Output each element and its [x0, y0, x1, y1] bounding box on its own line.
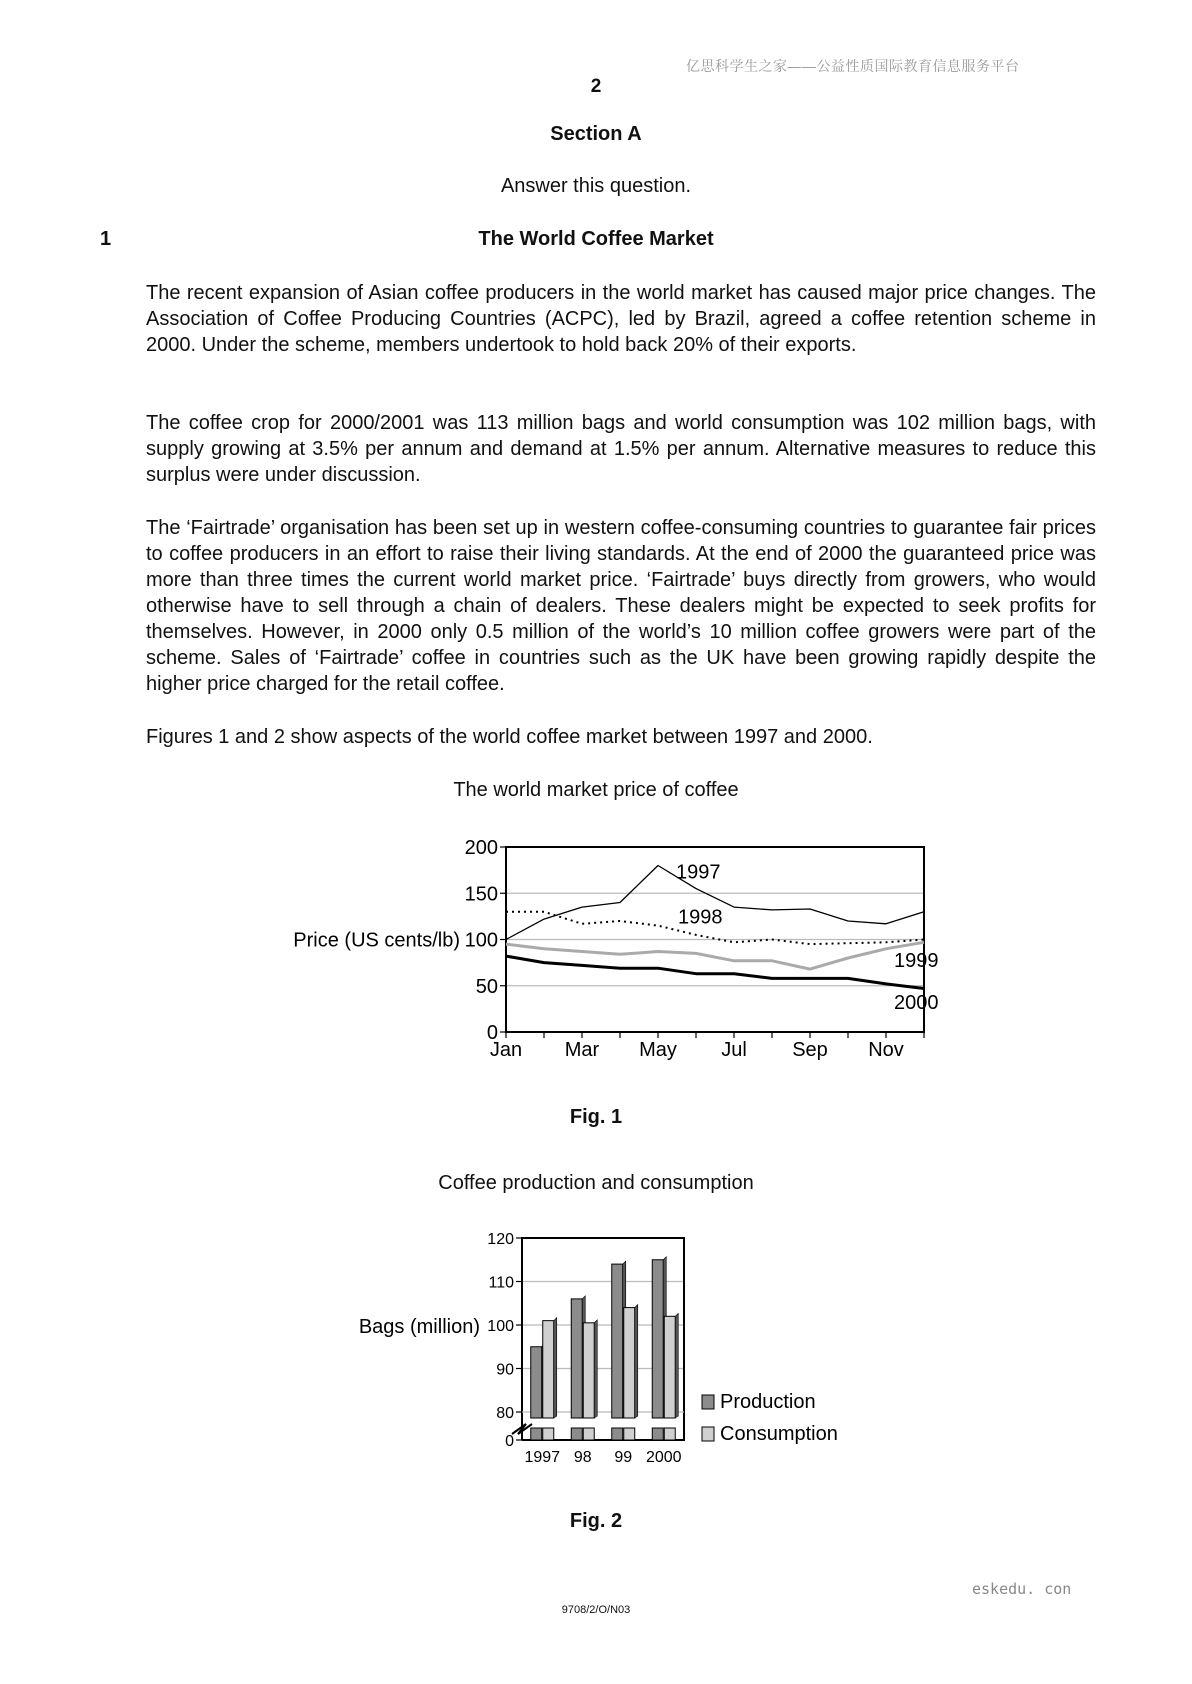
fig2-bar-stub — [664, 1428, 675, 1440]
fig2-chart — [359, 1231, 838, 1466]
fig1-ytick-label: 150 — [464, 883, 498, 906]
fig1-ytick-label: 0 — [486, 1022, 498, 1044]
section-title: Section A — [550, 123, 642, 145]
fig2-bar-consumption — [664, 1316, 675, 1418]
fig2-ytick-label: 120 — [487, 1231, 514, 1248]
fig1-label: Fig. 1 — [569, 1106, 623, 1128]
fig2-xtick-label: 99 — [614, 1449, 633, 1466]
fig1-series-line-2000 — [506, 956, 924, 988]
fig1-chart — [293, 837, 938, 1061]
fig2-legend-swatch-consumption — [702, 1427, 714, 1441]
fig1-series-label-1998: 1998 — [678, 906, 723, 929]
question-title: The World Coffee Market — [478, 228, 714, 250]
fig2-bar-production — [612, 1264, 623, 1418]
fig2-bar-stub — [531, 1428, 542, 1440]
fig2-ytick-label: 100 — [487, 1318, 514, 1335]
page-number: 2 — [590, 76, 602, 97]
fig2-bar-side — [635, 1305, 638, 1418]
fig1-ytick-label: 100 — [464, 929, 498, 952]
paragraph-2: The coffee crop for 2000/2001 was 113 million bags and world consumption was 102 million bags, with supply growing at 3.5% per annum and demand at 1.5% per annum. Alternative measures to reduce this surplus were under discussion. — [146, 412, 1096, 486]
fig2-bar-consumption — [583, 1323, 594, 1418]
instruction-text: Answer this question. — [500, 175, 692, 197]
fig2-legend-label-consumption: Consumption — [720, 1423, 838, 1445]
fig2-xtick-label: 1997 — [524, 1449, 561, 1466]
fig2-xtick-label: 98 — [573, 1449, 592, 1466]
fig1-xtick-label: May — [639, 1039, 677, 1061]
fig2-bar-production — [531, 1347, 542, 1418]
fig2-bar-stub — [571, 1428, 582, 1440]
fig2-ytick-label: 80 — [496, 1405, 514, 1422]
paragraph-3: The ‘Fairtrade’ organisation has been set up in western coffee-consuming countries to guarantee fair prices to coffee producers in an effort to raise their living standards. At the end of 2000 the guaranteed price was more than three times the current world market price. ‘Fairtrade’ buys directly from growers, who would otherwise have to sell through a chain of dealers. These dealers might be expected to seek profits for themselves. However, in 2000 only 0.5 million of the world’s 10 million coffee growers were part of the scheme. Sales of ‘Fairtrade’ coffee in countries such as the UK have been growing rapidly despite the higher price charged for the retail coffee. — [146, 517, 1096, 695]
fig2-bar-side — [594, 1320, 597, 1418]
fig2-title: Coffee production and consumption — [438, 1172, 754, 1194]
fig2-bar-stub — [543, 1428, 554, 1440]
fig1-ytick-label: 200 — [464, 837, 498, 859]
fig2-bar-side — [675, 1313, 678, 1418]
fig2-bar-stub — [624, 1428, 635, 1440]
fig2-bar-consumption — [543, 1321, 554, 1418]
fig2-ylabel: Bags (million) — [358, 1316, 480, 1338]
watermark-text: 亿思科学生之家——公益性质国际教育信息服务平台 — [686, 58, 1020, 74]
fig2-ytick-label: 0 — [505, 1433, 514, 1450]
fig2-bar-stub — [612, 1428, 623, 1440]
footer-site: eskedu. con — [972, 1580, 1072, 1598]
fig2-label: Fig. 2 — [569, 1510, 623, 1532]
fig2-ytick-label: 110 — [488, 1274, 514, 1292]
fig1-series-label-1999: 1999 — [894, 949, 939, 972]
fig2-bar-consumption — [624, 1308, 635, 1418]
paragraph-1: The recent expansion of Asian coffee producers in the world market has caused major price changes. The Association of Coffee Producing Countries (ACPC), led by Brazil, agreed a coffee retention scheme in 2000. Under the scheme, members undertook to hold back 20% of their exports. — [146, 282, 1096, 356]
paragraph-4: Figures 1 and 2 show aspects of the world coffee market between 1997 and 2000. — [146, 726, 873, 748]
fig2-bar-production — [571, 1299, 582, 1418]
fig1-series-label-2000: 2000 — [894, 991, 939, 1014]
fig1-title: The world market price of coffee — [453, 779, 739, 801]
fig2-ytick-label: 90 — [496, 1361, 514, 1379]
fig1-xtick-label: Mar — [564, 1039, 600, 1061]
fig1-ytick-label: 50 — [475, 975, 498, 998]
footer-code: 9708/2/O/N03 — [561, 1604, 631, 1616]
fig1-series-label-1997: 1997 — [676, 861, 721, 884]
fig1-xtick-label: Sep — [792, 1039, 828, 1061]
fig1-ylabel: Price (US cents/lb) — [293, 929, 460, 952]
fig2-legend-label-production: Production — [720, 1391, 816, 1413]
fig2-bar-production — [652, 1260, 663, 1418]
fig2-bar-stub — [652, 1428, 663, 1440]
fig2-bar-stub — [583, 1428, 594, 1440]
fig1-xtick-label: Nov — [868, 1039, 904, 1061]
fig1-xtick-label: Jan — [489, 1039, 523, 1061]
question-number: 1 — [100, 228, 112, 250]
fig2-legend-swatch-production — [702, 1395, 714, 1409]
fig2-xtick-label: 2000 — [645, 1449, 682, 1466]
fig2-bar-side — [554, 1318, 557, 1418]
fig1-xtick-label: Jul — [721, 1039, 747, 1061]
